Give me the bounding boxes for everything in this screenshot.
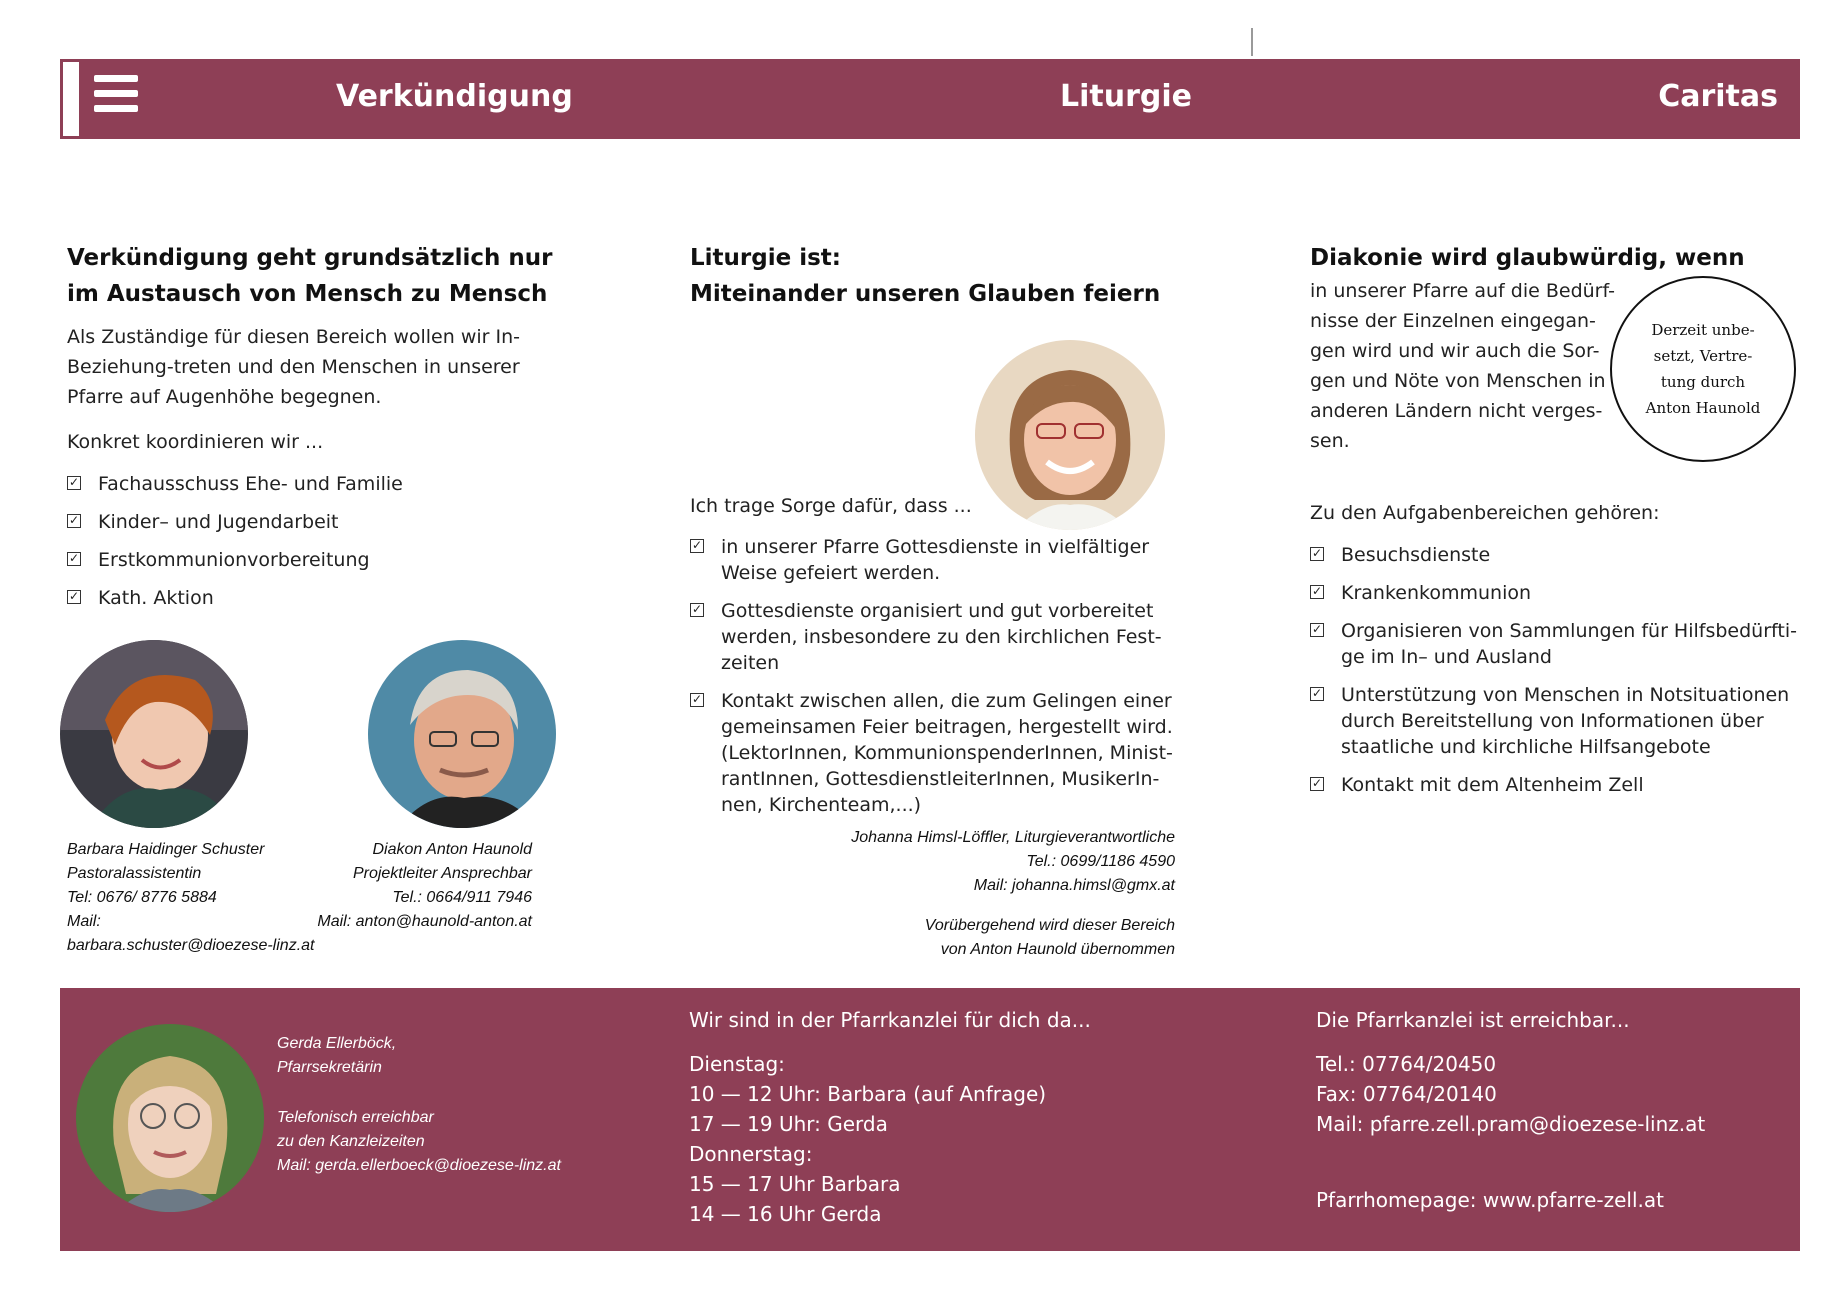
list-item: ✓ Unterstützung von Menschen in Notsituationen durch Bereitstellung von Informationen über staatliche und kirchliche Hilfsangebote xyxy=(1311,684,1790,758)
list-item: ✓ Erstkommunionvorbereitung xyxy=(68,549,370,571)
list-item: ✓ Besuchsdienste xyxy=(1311,544,1491,566)
homepage-link[interactable]: Pfarrhomepage: www.pfarre-zell.at xyxy=(1316,1188,1664,1212)
lead-text: Zu den Aufgabenbereichen gehören: xyxy=(1310,502,1660,524)
list-item: ✓ Kath. Aktion xyxy=(68,587,214,609)
photo-gerda xyxy=(76,1024,264,1212)
checkbox-checked-icon: ✓ xyxy=(68,475,80,489)
header-bar xyxy=(60,59,1800,139)
checkbox-checked-icon: ✓ xyxy=(1311,546,1323,560)
checkbox-checked-icon: ✓ xyxy=(691,602,703,616)
column-verkuendigung xyxy=(67,240,587,623)
office-contact-title: Die Pfarrkanzlei ist erreichbar... xyxy=(1316,1008,1630,1032)
list-item: ✓ Krankenkommunion xyxy=(1311,582,1532,604)
footer-bar xyxy=(60,988,1800,1251)
list-item: ✓ Kontakt zwischen allen, die zum Gelingen einer gemeinsamen Feier beitragen, hergestellt wird. (LektorInnen, KommunionspenderInnen, Minist- rantInnen, GottesdienstleiterInnen, MusikerIn- nen, Kirchenteam,...) xyxy=(691,690,1173,816)
checklist xyxy=(690,534,1190,830)
section-heading: Diakonie wird glaubwürdig, wenn xyxy=(1310,245,1745,271)
header-stub xyxy=(60,59,82,139)
checklist xyxy=(67,471,587,611)
checkbox-checked-icon: ✓ xyxy=(691,692,703,706)
list-item: ✓ in unserer Pfarre Gottesdienste in vielfältiger Weise gefeiert werden. xyxy=(691,536,1150,584)
list-item: ✓ Fachausschuss Ehe- und Familie xyxy=(68,473,403,495)
photo-johanna xyxy=(975,340,1165,530)
list-item: ✓ Kontakt mit dem Altenheim Zell xyxy=(1311,774,1644,796)
nav-liturgie[interactable]: Liturgie xyxy=(1060,79,1192,114)
office-hours: Wir sind in der Pfarrkanzlei für dich da... Dienstag: 10 — 12 Uhr: Barbara (auf Anfrage) 17 — 19 Uhr: Gerda Donnerstag: 15 — 17 Uhr Barbara 14 — 16 Uhr Gerda xyxy=(689,1005,1091,1229)
caption-barbara: Barbara Haidinger Schuster Pastoralassistentin Tel: 0676/ 8776 5884 Mail: barbara.schuster@dioezese-linz.at xyxy=(67,841,315,954)
section-heading: Verkündigung geht grundsätzlich nur im Austausch von Mensch zu Mensch xyxy=(67,245,553,307)
checklist xyxy=(1310,542,1810,798)
checkbox-checked-icon: ✓ xyxy=(1311,776,1323,790)
intro-text: in unserer Pfarre auf die Bedürf- nisse der Einzelnen eingegan- gen wird und wir auch die Sor- gen und Nöte von Menschen in anderen Ländern nicht verges- sen. xyxy=(1310,280,1615,452)
checkbox-checked-icon: ✓ xyxy=(68,551,80,565)
lead-text: Ich trage Sorge dafür, dass ... xyxy=(690,495,972,517)
checkbox-checked-icon: ✓ xyxy=(1311,686,1323,700)
checkbox-checked-icon: ✓ xyxy=(1311,622,1323,636)
photo-barbara xyxy=(60,640,248,828)
lead-text: Konkret koordinieren wir ... xyxy=(67,431,324,453)
list-item: ✓ Gottesdienste organisiert und gut vorbereitet werden, insbesondere zu den kirchlichen Fest- zeiten xyxy=(691,600,1162,674)
vacancy-note: Derzeit unbe- setzt, Vertre- tung durch Anton Haunold xyxy=(1610,276,1796,462)
cursor-tick xyxy=(1251,28,1253,56)
nav-caritas[interactable]: Caritas xyxy=(1658,79,1778,114)
office-contact xyxy=(1316,1005,1705,1215)
photo-anton xyxy=(368,640,556,828)
nav-verkuendigung[interactable]: Verkündigung xyxy=(336,79,573,114)
intro-text: Als Zuständige für diesen Bereich wollen wir In- Beziehung-treten und den Menschen in unserer Pfarre auf Augenhöhe begegnen. xyxy=(67,326,520,408)
menu-icon[interactable] xyxy=(94,75,140,115)
email-link[interactable]: Mail: pfarre.zell.pram@dioezese-linz.at xyxy=(1316,1112,1706,1136)
phone-number: Tel.: 07764/20450 xyxy=(1316,1052,1497,1076)
checkbox-checked-icon: ✓ xyxy=(68,589,80,603)
list-item: ✓ Kinder– und Jugendarbeit xyxy=(68,511,339,533)
interim-note: Vorübergehend wird dieser Bereich von Anton Haunold übernommen xyxy=(924,917,1175,958)
checkbox-checked-icon: ✓ xyxy=(691,538,703,552)
caption-anton: Diakon Anton Haunold Projektleiter Ansprechbar Tel.: 0664/911 7946 Mail: anton@haunold-anton.at xyxy=(317,841,532,930)
fax-number: Fax: 07764/20140 xyxy=(1316,1082,1497,1106)
section-heading: Liturgie ist: Miteinander unseren Glauben feiern xyxy=(690,245,1161,307)
checkbox-checked-icon: ✓ xyxy=(1311,584,1323,598)
column-liturgie xyxy=(690,240,1190,312)
secretary-caption: Gerda Ellerböck, Pfarrsekretärin Telefonisch erreichbar zu den Kanzleizeiten Mail: gerda.ellerboeck@dioezese-linz.at xyxy=(277,1035,561,1174)
office-hours-title: Wir sind in der Pfarrkanzlei für dich da... xyxy=(689,1008,1091,1032)
list-item: ✓ Organisieren von Sammlungen für Hilfsbedürfti- ge im In– und Ausland xyxy=(1311,620,1797,668)
caption-johanna: Johanna Himsl-Löffler, Liturgieverantwortliche Tel.: 0699/1186 4590 Mail: johanna.himsl@gmx.at xyxy=(851,829,1175,894)
checkbox-checked-icon: ✓ xyxy=(68,513,80,527)
